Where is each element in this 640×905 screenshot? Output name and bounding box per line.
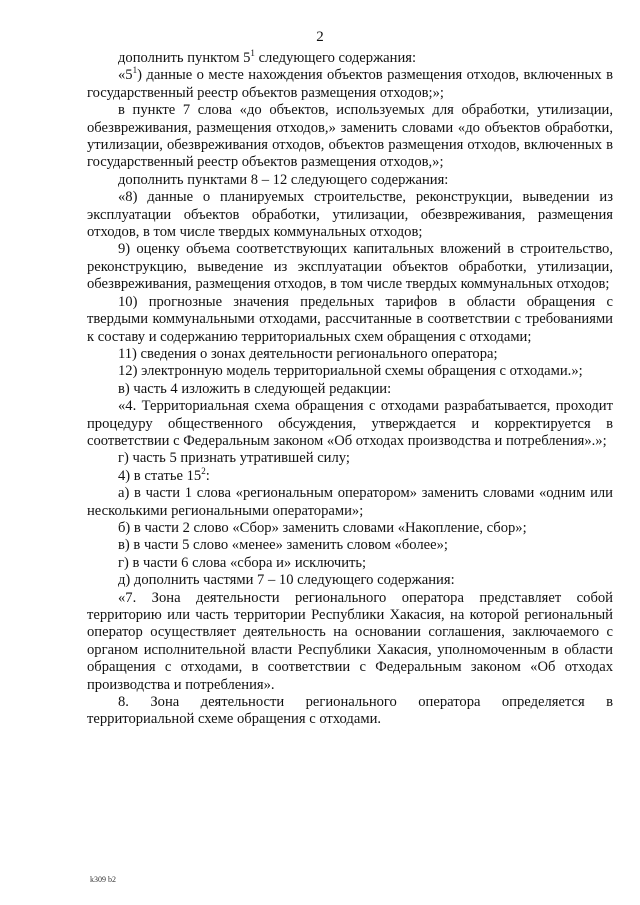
superscript: 1 [250,48,255,58]
paragraph: в) в части 5 слово «менее» заменить словом «более»; [118,537,448,554]
paragraph: «4. Территориальная схема обращения с отходами разрабатывается, проходит процедуру общественного обсуждения, утверждается и корректируется в соответствии с Федеральным законом «Об отходах производства и потребления».»; [87,398,613,449]
paragraph: 12) электронную модель территориальной схемы обращения с отходами.»; [118,363,583,380]
paragraph: г) в части 6 слова «сбора и» исключить; [118,554,367,571]
paragraph: 11) сведения о зонах деятельности регионального оператора; [118,345,498,362]
paragraph: в пункте 7 слова «до объектов, используемых для обработки, утилизации, обезвреживания, размещения отходов,» заменить словами «до объектов обработки, утилизации, обезвреживания отходов, объектов размещения отходов, включенных в государственный реестр объектов размещения отходов,»; [87,102,613,171]
paragraph: 9) оценку объема соответствующих капитальных вложений в строительство, реконструкцию, выведение из эксплуатации объектов обработки, утилизации, обезвреживания, размещения отходов, в том числе твердых коммунальных отходов; [87,241,613,293]
paragraph: г) часть 5 признать утратившей силу; [118,450,350,467]
paragraph: б) в части 2 слово «Сбор» заменить словами «Накопление, сбор»; [118,519,527,536]
paragraph: 10) прогнозные значения предельных тарифов в области обращения с твердыми коммунальными отходами, рассчитанные в соответствии с требованиями к составу и содержанию территориальных схем обращения с отходами; [87,293,613,345]
paragraph: д) дополнить частями 7 – 10 следующего содержания: [118,572,455,589]
paragraph: 4) в статье $15^2$: [118,465,210,484]
paragraph: «7. Зона деятельности регионального оператора представляет собой территорию или часть территории Республики Хакасия, на которой региональный оператор осуществляет деятельность на основании соглашения, заключаемого с органом исполнительной власти Республики Хакасия, уполномоченным в области обращения с отходами, в соответствии с Федеральным законом «Об отходах производства и потребления». [87,589,613,693]
document-body [87,50,613,729]
paragraph: 8. Зона деятельности регионального оператора определяется в территориальной схеме обращения с отходами. [87,694,613,728]
footer-code: k309 b2 [90,875,116,884]
paragraph: дополнить пунктами 8 – 12 следующего содержания: [118,171,449,188]
page-number: 2 [316,29,324,45]
paragraph: «8) данные о планируемых строительстве, реконструкции, выведении из эксплуатации объектов обработки, утилизации, обезвреживания, размещения отходов, в том числе твердых коммунальных отходов; [87,189,613,241]
superscript: 1 [132,65,138,76]
paragraph: а) в части 1 слова «региональным оператором» заменить словами «одним или несколькими региональными операторами»; [87,485,613,519]
superscript: 2 [201,465,206,476]
paragraph: в) часть 4 изложить в следующей редакции: [118,380,392,397]
paragraph: дополнить пунктом $5^1$ следующего содержания: [118,48,417,66]
paragraph: «$5^1$) данные о месте нахождения объектов размещения отходов, включенных в государственный реестр объектов размещения отходов;»; [87,65,613,101]
